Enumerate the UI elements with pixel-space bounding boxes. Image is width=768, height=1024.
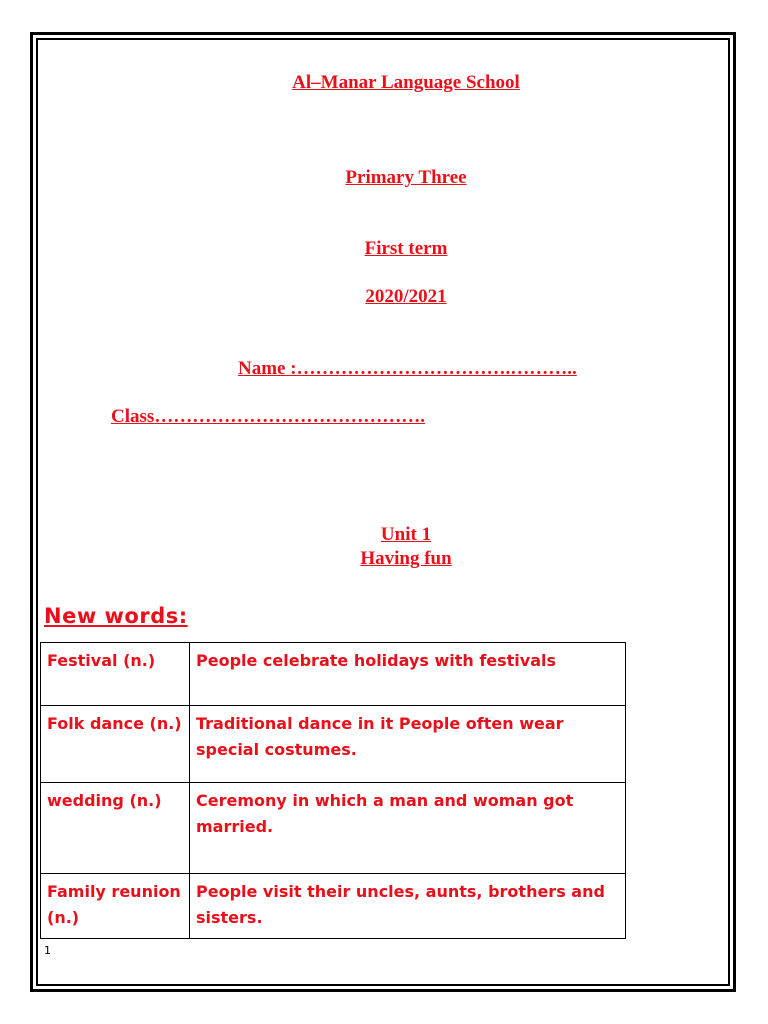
vocab-word: wedding (n.) (41, 783, 190, 874)
unit-number: Unit 1 (380, 524, 432, 545)
table-row (41, 783, 626, 874)
vocab-definition: People visit their uncles, aunts, brothers and sisters. (190, 874, 626, 939)
class-field[interactable]: Class……………………………………. (111, 406, 426, 427)
vocabulary-table (40, 642, 626, 939)
year-heading: 2020/2021 (365, 286, 447, 307)
term-heading: First term (364, 238, 448, 259)
page-number: 1 (44, 944, 51, 957)
vocab-word: Festival (n.) (41, 643, 190, 706)
new-words-title: New words: (44, 604, 188, 628)
table-row (41, 706, 626, 783)
vocab-word: Folk dance (n.) (41, 706, 190, 783)
grade-heading: Primary Three (345, 167, 467, 188)
name-field[interactable]: Name :…………………………….……….. (238, 358, 577, 379)
vocab-definition: People celebrate holidays with festivals (190, 643, 626, 706)
table-row (41, 643, 626, 706)
school-name: Al–Manar Language School (292, 72, 520, 93)
vocab-definition: Ceremony in which a man and woman got married. (190, 783, 626, 874)
vocab-definition: Traditional dance in it People often wear special costumes. (190, 706, 626, 783)
vocab-word: Family reunion (n.) (41, 874, 190, 939)
unit-title: Having fun (360, 548, 452, 569)
table-row (41, 874, 626, 939)
